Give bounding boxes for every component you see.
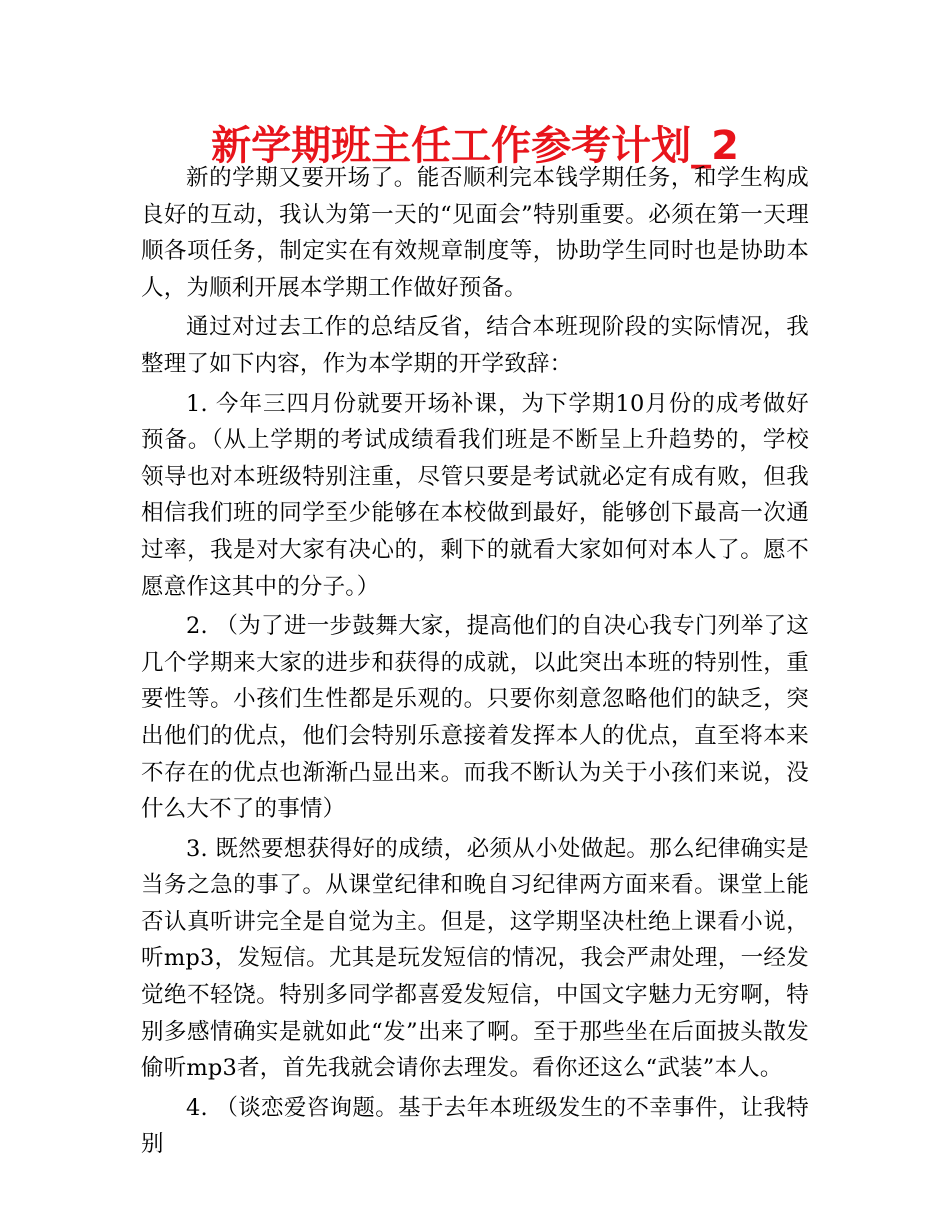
paragraph: 2. （为了进一步鼓舞大家，提高他们的自决心我专门列举了这几个学期来大家的进步和获得的成就，以此突出本班的特别性，重要性等。小孩们生性都是乐观的。只要你刻意忽略他们的缺乏，突出他们的优点，他们会特别乐意接着发挥本人的优点，直至将本来不存在的优点也渐渐凸显出来。而我不断认为关于小孩们来说，没什么大不了的事情） xyxy=(141,613,809,823)
paragraph: 通过对过去工作的总结反省，结合本班现阶段的实际情况，我整理了如下内容，作为本学期的开学致辞： xyxy=(141,314,809,377)
paragraph: 1. 今年三四月份就要开场补课，为下学期10月份的成考做好预备。（从上学期的考试成绩看我们班是不断呈上升趋势的，学校领导也对本班级特别注重，尽管只要是考试就必定有成有败，但我相信我们班的同学至少能够在本校做到最好，能够创下最高一次通过率，我是对大家有决心的，剩下的就看大家如何对本人了。愿不愿意作这其中的分子。） xyxy=(141,390,809,600)
paragraph: 3. 既然要想获得好的成绩，必须从小处做起。那么纪律确实是当务之急的事了。从课堂纪律和晚自习纪律两方面来看。课堂上能否认真听讲完全是自觉为主。但是，这学期坚决杜绝上课看小说，听mp3，发短信。尤其是玩发短信的情况，我会严肃处理，一经发觉绝不轻饶。特别多同学都喜爱发短信，中国文字魅力无穷啊，特别多感情确实是就如此“发”出来了啊。至于那些坐在后面披头散发偷听mp3者，首先我就会请你去理发。看你还这么“武装”本人。 xyxy=(141,835,809,1082)
document-body xyxy=(141,160,809,1166)
paragraph: 新的学期又要开场了。能否顺利完本钱学期任务，和学生构成良好的互动，我认为第一天的“见面会”特别重要。必须在第一天理顺各项任务，制定实在有效规章制度等，协助学生同时也是协助本人，为顺利开展本学期工作做好预备。 xyxy=(141,165,809,301)
paragraph: 4. （谈恋爱咨询题。基于去年本班级发生的不幸事件，让我特别 xyxy=(141,1094,809,1158)
document-title: 新学期班主任工作参考计划_2 xyxy=(211,123,739,169)
